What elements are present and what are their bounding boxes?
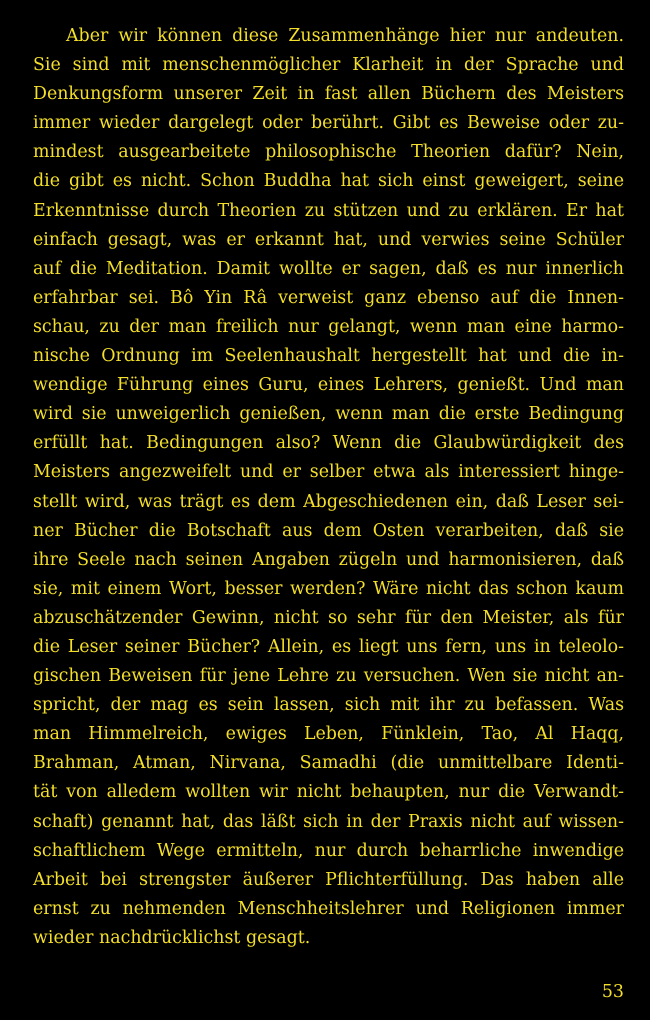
text-line: Erkenntnisse durch Theorien zu stützen und zu erklären. Er hat <box>33 200 624 221</box>
text-line: nische Ordnung im Seelenhaushalt hergestellt hat und die in- <box>33 346 624 367</box>
text-line: stellt wird, was trägt es dem Abgeschiedenen ein, daß Leser sei- <box>33 491 624 512</box>
text-line: gischen Beweisen für jene Lehre zu versuchen. Wen sie nicht an- <box>33 666 624 687</box>
text-line: Sie sind mit menschenmöglicher Klarheit in der Sprache und <box>33 55 624 76</box>
text-line: Arbeit bei strengster äußerer Pflichterfüllung. Das haben alle <box>33 869 624 890</box>
text-line: die gibt es nicht. Schon Buddha hat sich einst geweigert, seine <box>33 171 624 192</box>
text-line: abzuschätzender Gewinn, nicht so sehr für den Meister, als für <box>33 607 624 628</box>
text-line: wendige Führung eines Guru, eines Lehrers, genießt. Und man <box>33 375 624 396</box>
text-line: die Leser seiner Bücher? Allein, es liegt uns fern, uns in teleolo- <box>33 636 624 657</box>
text-line: Aber wir können diese Zusammenhänge hier nur andeuten. <box>66 26 624 46</box>
text-line: schau, zu der man freilich nur gelangt, wenn man eine harmo- <box>33 316 624 337</box>
text-line: wieder nachdrücklichst gesagt. <box>33 927 311 948</box>
text-line: man Himmelreich, ewiges Leben, Fünklein, Tao, Al Haqq, <box>33 724 624 745</box>
text-line: ner Bücher die Botschaft aus dem Osten verarbeiten, daß sie <box>33 520 624 541</box>
text-line: schaft) genannt hat, das läßt sich in der Praxis nicht auf wissen- <box>33 811 624 832</box>
text-line: schaftlichem Wege ermitteln, nur durch beharrliche inwendige <box>33 840 624 861</box>
text-line: tät von alledem wollten wir nicht behaupten, nur die Verwandt- <box>33 782 624 803</box>
text-line: erfüllt hat. Bedingungen also? Wenn die Glaubwürdigkeit des <box>33 433 624 454</box>
text-line: ernst zu nehmenden Menschheitslehrer und Religionen immer <box>33 898 624 919</box>
text-line: spricht, der mag es sein lassen, sich mit ihr zu befassen. Was <box>33 695 624 716</box>
text-line: Brahman, Atman, Nirvana, Samadhi (die unmittelbare Identi- <box>33 753 624 774</box>
text-line: immer wieder dargelegt oder berührt. Gibt es Beweise oder zu- <box>33 113 624 134</box>
text-line: ihre Seele nach seinen Angaben zügeln und harmonisieren, daß <box>33 549 624 570</box>
text-line: Denkungsform unserer Zeit in fast allen Büchern des Meisters <box>33 84 624 105</box>
text-line: auf die Meditation. Damit wollte er sagen, daß es nur innerlich <box>33 258 624 279</box>
text-line: sie, mit einem Wort, besser werden? Wäre nicht das schon kaum <box>33 578 624 599</box>
page-number: 53 <box>601 982 624 1002</box>
text-line: einfach gesagt, was er erkannt hat, und verwies seine Schüler <box>33 229 624 250</box>
body-paragraph <box>33 22 624 953</box>
text-line: erfahrbar sei. Bô Yin Râ verweist ganz ebenso auf die Innen- <box>33 287 624 308</box>
text-line: Meisters angezweifelt und er selber etwa als interessiert hinge- <box>33 462 624 483</box>
text-line: wird sie unweigerlich genießen, wenn man die erste Bedingung <box>33 404 624 425</box>
text-line: mindest ausgearbeitete philosophische Theorien dafür? Nein, <box>33 142 624 163</box>
